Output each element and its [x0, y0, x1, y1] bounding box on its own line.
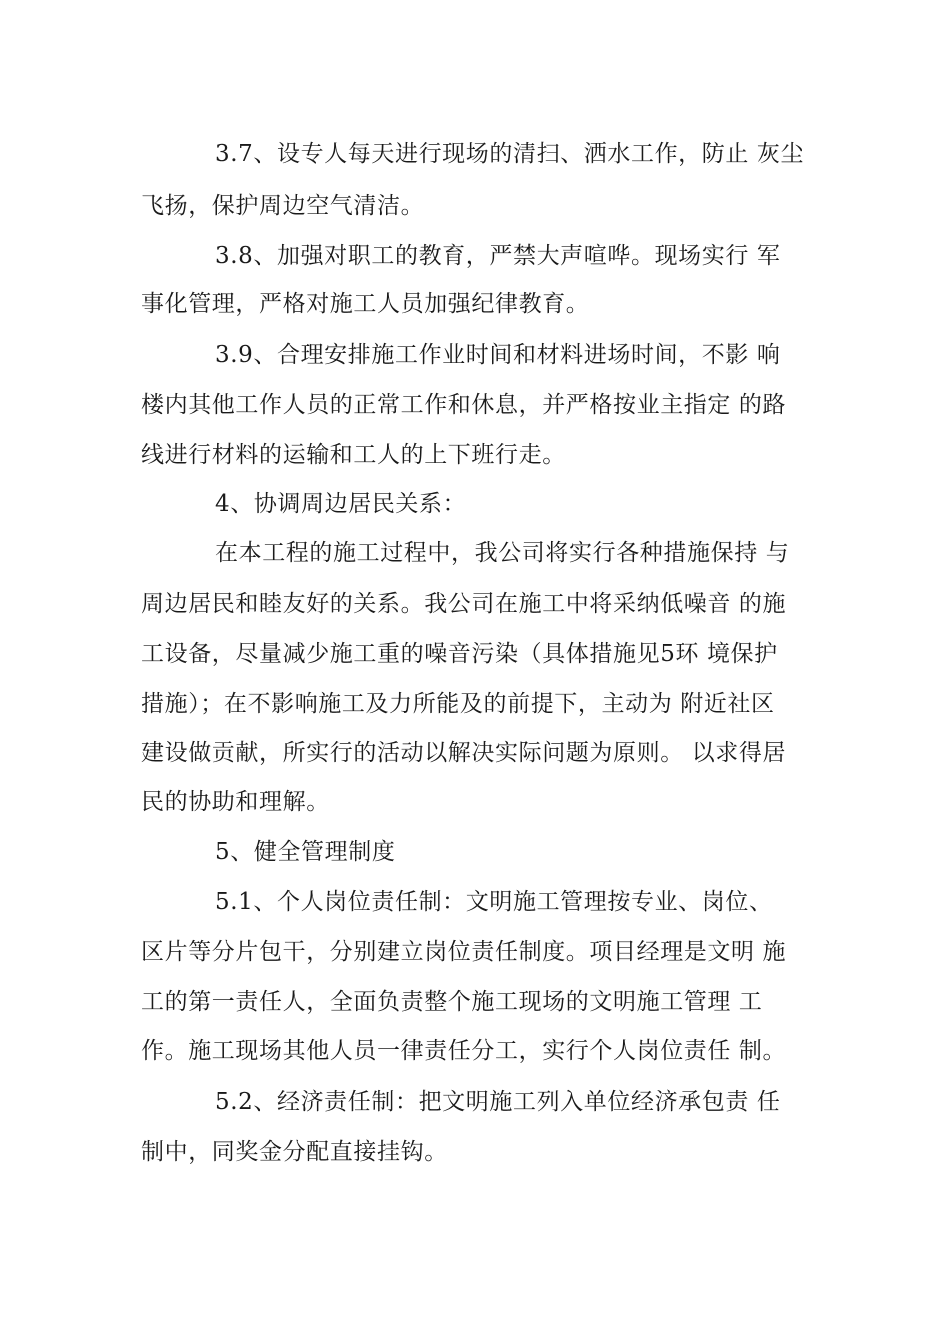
paragraph-4-line-3: 工设备，尽量减少施工重的噪音污染（具体措施见5环 境保护	[141, 641, 778, 667]
paragraph-3-7-line-1: 3.7、设专人每天进行现场的清扫、洒水工作，防止 灰尘	[215, 141, 805, 167]
paragraph-4-line-5: 建设做贡献，所实行的活动以解决实际问题为原则。 以求得居	[141, 740, 787, 766]
paragraph-3-8-line-2: 事化管理，严格对施工人员加强纪律教育。	[141, 291, 590, 317]
paragraph-4-line-6: 民的协助和理解。	[141, 789, 330, 815]
paragraph-4-line-1: 在本工程的施工过程中，我公司将实行各种措施保持 与	[215, 540, 790, 566]
paragraph-4-line-2: 周边居民和睦友好的关系。我公司在施工中将采纳低噪音 的施	[141, 591, 787, 617]
paragraph-5-1-line-3: 工的第一责任人，全面负责整个施工现场的文明施工管理 工	[141, 989, 763, 1015]
section-5-heading: 5、健全管理制度	[215, 839, 396, 865]
section-4-heading: 4、协调周边居民关系：	[215, 491, 467, 517]
paragraph-3-8-line-1: 3.8、加强对职工的教育，严禁大声喧哗。现场实行 军	[215, 243, 781, 269]
paragraph-5-1-line-1: 5.1、个人岗位责任制：文明施工管理按专业、岗位、	[215, 889, 773, 915]
paragraph-3-9-line-3: 线进行材料的运输和工人的上下班行走。	[141, 442, 566, 468]
paragraph-5-2-line-2: 制中，同奖金分配直接挂钩。	[141, 1139, 448, 1165]
paragraph-5-2-line-1: 5.2、经济责任制：把文明施工列入单位经济承包责 任	[215, 1089, 781, 1115]
paragraph-3-7-line-2: 飞扬，保护周边空气清洁。	[141, 193, 425, 219]
paragraph-5-1-line-4: 作。施工现场其他人员一律责任分工，实行个人岗位责任 制。	[141, 1038, 787, 1064]
paragraph-5-1-line-2: 区片等分片包干，分别建立岗位责任制度。项目经理是文明 施	[141, 939, 787, 965]
paragraph-3-9-line-1: 3.9、合理安排施工作业时间和材料进场时间，不影 响	[215, 342, 781, 368]
paragraph-4-line-4: 措施）；在不影响施工及力所能及的前提下，主动为 附近社区	[141, 691, 775, 717]
paragraph-3-9-line-2: 楼内其他工作人员的正常工作和休息，并严格按业主指定 的路	[141, 392, 787, 418]
